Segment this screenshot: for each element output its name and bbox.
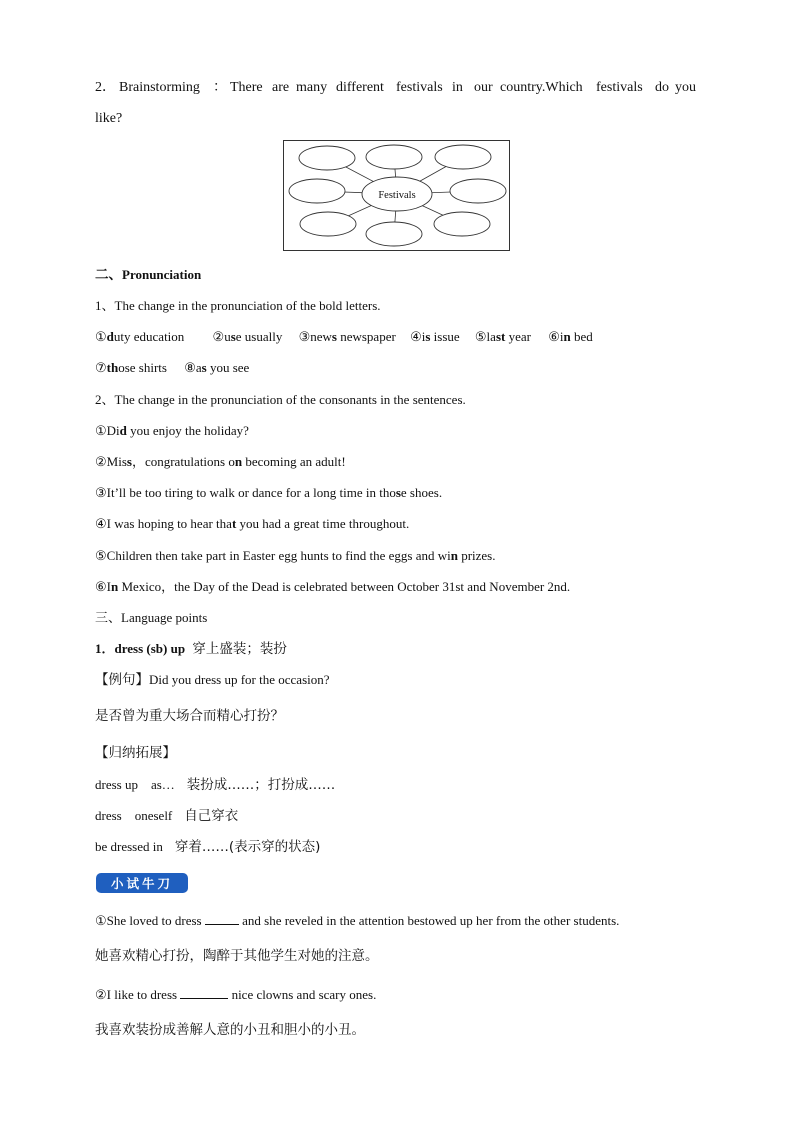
expansion-2: dress oneself 自己穿衣 xyxy=(95,808,239,824)
example-sentence: 【例句】Did you dress up for the occasion? xyxy=(95,672,330,688)
blank-bubble xyxy=(434,212,490,236)
pron-item: ③news newspaper xyxy=(298,329,396,344)
sentence-1: ①Did you enjoy the holiday? xyxy=(95,423,249,438)
example-translation: 是否曾为重大场合而精心打扮？ xyxy=(95,708,284,724)
blank-bubble xyxy=(435,145,491,169)
blank-bubble xyxy=(450,179,506,203)
sentence-6: ⑥In Mexico，the Day of the Dead is celebrated between October 31st and November 2nd. xyxy=(95,579,571,594)
blank-bubble xyxy=(300,212,356,236)
pron-item: ⑧as you see xyxy=(184,360,250,375)
sentence-4: ④I was hoping to hear that you had a great time throughout. xyxy=(95,516,410,531)
word: Brainstorming xyxy=(119,80,200,95)
pron-items-line2 xyxy=(95,361,249,374)
word: in xyxy=(452,80,463,95)
lang-heading: 三、Language points xyxy=(95,610,208,625)
word: ： xyxy=(213,80,227,95)
lang-item-1: 1．dress (sb) up 穿上盛装；装扮 xyxy=(95,641,287,657)
word: festivals xyxy=(596,80,643,95)
pron-item: ①duty education xyxy=(95,329,185,344)
pron-sub2: 2、The change in the pronunciation of the consonants in the sentences. xyxy=(95,392,466,407)
blank-bubble xyxy=(366,222,422,246)
word: many xyxy=(296,80,328,95)
task2-line2: like? xyxy=(95,111,123,126)
summary-label: 【归纳拓展】 xyxy=(95,745,176,761)
festivals-mind-map xyxy=(283,140,511,252)
practice-badge: 小试牛刀 xyxy=(96,873,188,893)
word: country.Which xyxy=(500,80,583,95)
word: you xyxy=(675,80,696,95)
sentence-3: ③It’ll be too tiring to walk or dance for a long time in those shoes. xyxy=(95,485,443,500)
pron-heading: 二、Pronunciation xyxy=(95,267,202,283)
word: our xyxy=(474,80,493,95)
pron-item: ⑦those shirts xyxy=(95,360,167,375)
pron-item: ⑥in bed xyxy=(548,329,593,344)
answer-blank[interactable] xyxy=(180,987,228,999)
task2-number: 2． xyxy=(95,80,116,95)
pron-sub1: 1、The change in the pronunciation of the bold letters. xyxy=(95,298,381,313)
exercise-2-translation: 我喜欢装扮成善解人意的小丑和胆小的小丑。 xyxy=(95,1022,365,1038)
pron-item: ④is issue xyxy=(410,329,460,344)
sentence-5: ⑤Children then take part in Easter egg hunts to find the eggs and win prizes. xyxy=(95,548,496,563)
blank-bubble xyxy=(366,145,422,169)
center-label: Festivals xyxy=(378,190,416,201)
sentence-2: ②Miss，congratulations on becoming an adult! xyxy=(95,454,346,469)
exercise-1: ①She loved to dress and she reveled in the attention bestowed up her from the other students. xyxy=(95,913,620,928)
word: festivals xyxy=(396,80,443,95)
expansion-1: dress up as… 装扮成……；打扮成…… xyxy=(95,777,336,793)
expansion-3: be dressed in 穿着……(表示穿的状态) xyxy=(95,839,321,855)
word: There xyxy=(230,80,263,95)
word: different xyxy=(336,80,384,95)
answer-blank[interactable] xyxy=(205,913,239,925)
pron-items-line1 xyxy=(95,330,593,343)
blank-bubble xyxy=(289,179,345,203)
word: are xyxy=(272,80,290,95)
blank-bubble xyxy=(299,146,355,170)
word: do xyxy=(655,80,669,95)
exercise-2: ②I like to dress nice clowns and scary ones. xyxy=(95,987,377,1002)
exercise-1-translation: 她喜欢精心打扮，陶醉于其他学生对她的注意。 xyxy=(95,948,379,964)
pron-item: ⑤last year xyxy=(474,329,531,344)
pron-item: ②use usually xyxy=(212,329,283,344)
